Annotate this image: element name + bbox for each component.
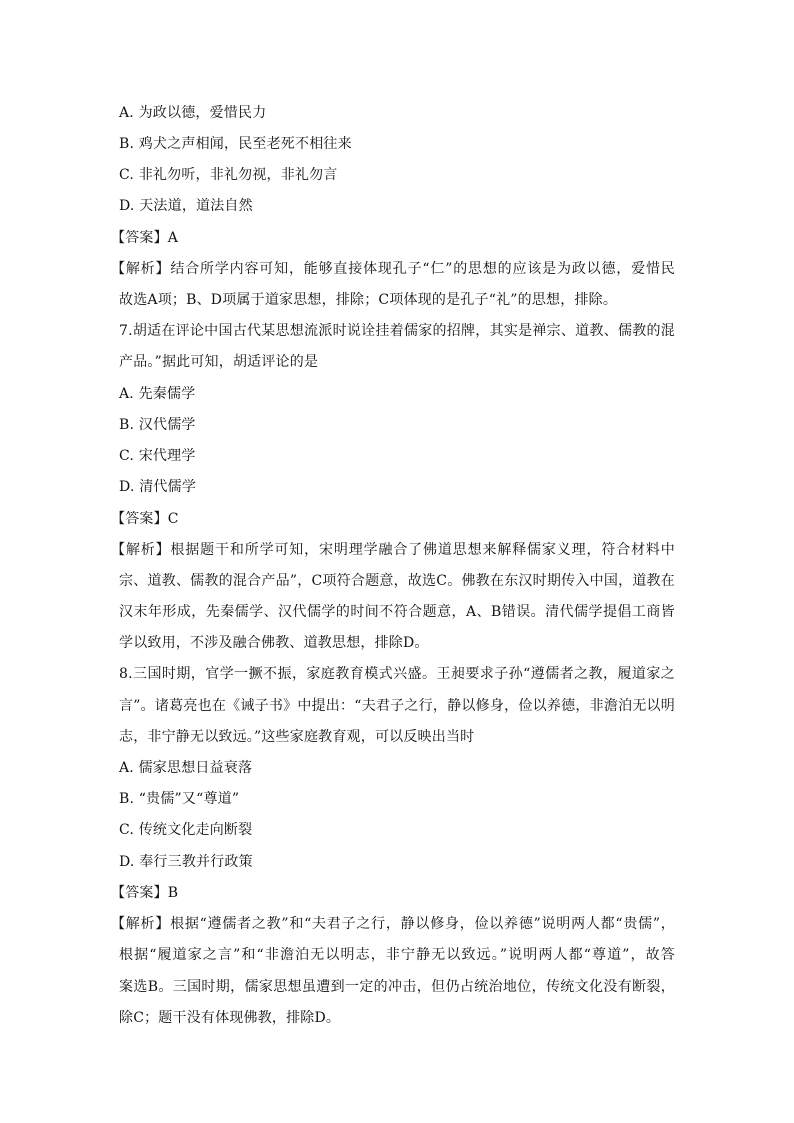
q8-analysis-line: 案选B。三国时期，儒家思想虽遭到一定的冲击，但仍占统治地位，传统文化没有断裂， [119, 979, 675, 995]
q7-analysis-line: 汉末年形成，先秦儒学、汉代儒学的时间不符合题意，A、B错误。清代儒学提倡工商皆 [119, 604, 675, 620]
q7-option-a: A. 先秦儒学 [119, 386, 196, 402]
q6-option-a: A. 为政以德，爱惜民力 [119, 105, 267, 121]
q8-option-b: B. “贵儒”又“尊道” [119, 791, 240, 807]
q7-option-d: D. 清代儒学 [119, 479, 197, 495]
q8-stem-line: 言”。诸葛亮也在《诫子书》中提出：“夫君子之行，静以修身，俭以养德，非澹泊无以明 [119, 698, 675, 714]
q7-option-c: C. 宋代理学 [119, 448, 196, 464]
q8-option-d: D. 奉行三教并行政策 [119, 854, 253, 870]
q8-option-c: C. 传统文化走向断裂 [119, 822, 253, 838]
q6-option-b: B. 鸡犬之声相闻，民至老死不相往来 [119, 136, 352, 152]
q8-analysis-line: 根据“履道家之言”和“非澹泊无以明志，非宁静无以致远。”说明两人都“尊道”，故答 [119, 947, 675, 963]
q6-option-c: C. 非礼勿听，非礼勿视，非礼勿言 [119, 167, 338, 183]
q7-answer: 【答案】C [111, 511, 179, 527]
q8-answer: 【答案】B [111, 885, 179, 901]
q8-analysis-line: 除C；题干没有体现佛教，排除D。 [119, 1010, 341, 1026]
q7-analysis-line: 宗、道教、儒教的混合产品”，C项符合题意，故选C。佛教在东汉时期传入中国，道教在 [119, 573, 675, 589]
q8-stem-line: 志，非宁静无以致远。”这些家庭教育观，可以反映出当时 [119, 729, 475, 745]
q7-option-b: B. 汉代儒学 [119, 417, 196, 433]
q6-analysis-line: 故选A项；B、D项属于道家思想，排除；C项体现的是孔子“礼”的思想，排除。 [119, 292, 618, 308]
q8-option-a: A. 儒家思想日益衰落 [119, 760, 253, 776]
q7-stem-line: 产品。”据此可知，胡适评论的是 [119, 354, 319, 370]
q7-analysis-line: 【解析】根据题干和所学可知，宋明理学融合了佛道思想来解释儒家义理，符合材料中 [111, 542, 675, 558]
q7-analysis-line: 学以致用，不涉及融合佛教、道教思想，排除D。 [119, 635, 429, 651]
q8-stem-line: 8.三国时期，官学一撅不振，家庭教育模式兴盛。王昶要求子孙“遵儒者之教，履道家之 [119, 666, 675, 682]
q6-answer: 【答案】A [111, 230, 179, 246]
q8-analysis-line: 【解析】根据“遵儒者之教”和“夫君子之行，静以修身，俭以养德”说明两人都“贵儒”， [111, 916, 675, 932]
q7-stem-line: 7.胡适在评论中国古代某思想流派时说诠挂着儒家的招牌，其实是禅宗、道教、儒教的混 [119, 323, 675, 339]
q6-option-d: D. 天法道，道法自然 [119, 198, 253, 214]
q6-analysis-line: 【解析】结合所学内容可知，能够直接体现孔子“仁”的思想的应该是为政以德，爱惜民 [111, 261, 675, 277]
